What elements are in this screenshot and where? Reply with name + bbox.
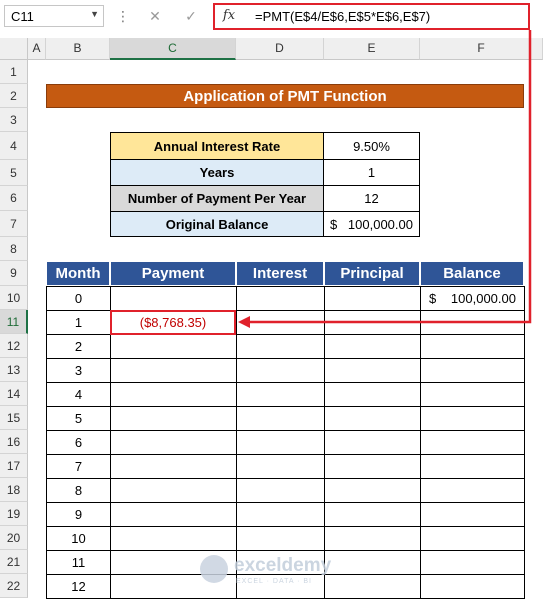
row-header-22[interactable]: 22 bbox=[0, 574, 28, 598]
schedule-cell-payment[interactable] bbox=[110, 286, 237, 311]
watermark-tagline: EXCEL · DATA · BI bbox=[236, 578, 312, 585]
row-header-19[interactable]: 19 bbox=[0, 502, 28, 526]
chevron-down-icon[interactable]: ▼ bbox=[90, 9, 99, 19]
schedule-cell-payment[interactable] bbox=[110, 478, 237, 503]
row-header-12[interactable]: 12 bbox=[0, 334, 28, 358]
input-value-payments[interactable]: 12 bbox=[323, 185, 420, 212]
schedule-cell-interest[interactable] bbox=[236, 382, 325, 407]
row-header-8[interactable]: 8 bbox=[0, 237, 28, 261]
schedule-cell-payment[interactable] bbox=[110, 454, 237, 479]
schedule-cell-month[interactable]: 10 bbox=[46, 526, 111, 551]
schedule-cell-balance[interactable] bbox=[420, 574, 525, 599]
schedule-cell-balance[interactable] bbox=[420, 358, 525, 383]
watermark bbox=[200, 553, 350, 587]
row-header-1[interactable]: 1 bbox=[0, 60, 28, 84]
schedule-cell-balance[interactable] bbox=[420, 310, 525, 335]
schedule-cell-month[interactable]: 0 bbox=[46, 286, 111, 311]
schedule-cell-month[interactable]: 1 bbox=[46, 310, 111, 335]
more-options-icon: ⋮ bbox=[116, 8, 130, 24]
schedule-cell-interest[interactable] bbox=[236, 502, 325, 527]
selected-cell-c11[interactable]: ($8,768.35) bbox=[110, 310, 236, 335]
schedule-cell-payment[interactable] bbox=[110, 406, 237, 431]
schedule-cell-month[interactable]: 9 bbox=[46, 502, 111, 527]
name-box-value: C11 bbox=[11, 9, 34, 24]
header-interest: Interest bbox=[236, 261, 324, 286]
schedule-cell-month[interactable]: 12 bbox=[46, 574, 111, 599]
schedule-cell-principal[interactable] bbox=[324, 454, 421, 479]
schedule-cell-interest[interactable] bbox=[236, 406, 325, 431]
schedule-cell-month[interactable]: 6 bbox=[46, 430, 111, 455]
schedule-cell-principal[interactable] bbox=[324, 406, 421, 431]
row-header-7[interactable]: 7 bbox=[0, 211, 28, 237]
schedule-cell-principal[interactable] bbox=[324, 526, 421, 551]
input-label-balance: Original Balance bbox=[110, 211, 324, 237]
schedule-cell-balance[interactable] bbox=[420, 382, 525, 407]
insert-function-icon[interactable]: fx bbox=[222, 8, 236, 23]
schedule-cell-month[interactable]: 5 bbox=[46, 406, 111, 431]
schedule-cell-balance[interactable] bbox=[420, 526, 525, 551]
input-value-rate[interactable]: 9.50% bbox=[323, 132, 420, 160]
schedule-cell-interest[interactable] bbox=[236, 286, 325, 311]
currency-symbol: $ bbox=[330, 216, 338, 232]
schedule-cell-principal[interactable] bbox=[324, 286, 421, 311]
header-month: Month bbox=[46, 261, 110, 286]
schedule-cell-interest[interactable] bbox=[236, 310, 325, 335]
row-header-5[interactable]: 5 bbox=[0, 160, 28, 186]
column-header-f[interactable]: F bbox=[420, 38, 543, 60]
schedule-cell-principal[interactable] bbox=[324, 430, 421, 455]
schedule-cell-balance[interactable] bbox=[420, 478, 525, 503]
schedule-cell-balance[interactable] bbox=[420, 286, 525, 311]
row-header-14[interactable]: 14 bbox=[0, 382, 28, 406]
title-banner: Application of PMT Function bbox=[46, 84, 524, 108]
balance-amount: 100,000.00 bbox=[450, 291, 516, 306]
row-header-3[interactable]: 3 bbox=[0, 108, 28, 132]
select-all-corner[interactable] bbox=[0, 38, 28, 60]
column-header-e[interactable]: E bbox=[324, 38, 420, 60]
header-payment: Payment bbox=[110, 261, 236, 286]
schedule-cell-balance[interactable] bbox=[420, 502, 525, 527]
name-box[interactable] bbox=[4, 5, 104, 27]
cancel-icon[interactable]: ✕ bbox=[149, 8, 161, 24]
schedule-cell-principal[interactable] bbox=[324, 478, 421, 503]
schedule-cell-payment[interactable] bbox=[110, 430, 237, 455]
watermark-title: exceldemy bbox=[234, 555, 332, 576]
schedule-cell-payment[interactable] bbox=[110, 382, 237, 407]
exceldemy-logo-icon bbox=[200, 555, 228, 583]
formula-text: =PMT(E$4/E$6,E$5*E$6,E$7) bbox=[255, 9, 431, 24]
schedule-cell-interest[interactable] bbox=[236, 358, 325, 383]
schedule-cell-month[interactable]: 7 bbox=[46, 454, 111, 479]
input-value-balance[interactable] bbox=[323, 211, 420, 237]
schedule-cell-principal[interactable] bbox=[324, 382, 421, 407]
row-header-20[interactable]: 20 bbox=[0, 526, 28, 550]
column-header-a[interactable]: A bbox=[28, 38, 46, 60]
schedule-cell-principal[interactable] bbox=[324, 502, 421, 527]
formula-bar bbox=[0, 0, 543, 36]
schedule-cell-principal[interactable] bbox=[324, 358, 421, 383]
row-header-16[interactable]: 16 bbox=[0, 430, 28, 454]
schedule-cell-month[interactable]: 11 bbox=[46, 550, 111, 575]
header-principal: Principal bbox=[324, 261, 420, 286]
schedule-cell-payment[interactable] bbox=[110, 502, 237, 527]
enter-icon[interactable]: ✓ bbox=[185, 8, 197, 24]
row-header-10[interactable]: 10 bbox=[0, 286, 28, 310]
input-label-rate: Annual Interest Rate bbox=[110, 132, 324, 160]
schedule-cell-interest[interactable] bbox=[236, 454, 325, 479]
header-balance: Balance bbox=[420, 261, 524, 286]
schedule-cell-principal[interactable] bbox=[324, 334, 421, 359]
schedule-cell-month[interactable]: 3 bbox=[46, 358, 111, 383]
column-header-c[interactable]: C bbox=[110, 38, 236, 60]
row-header-21[interactable]: 21 bbox=[0, 550, 28, 574]
input-label-years: Years bbox=[110, 159, 324, 186]
column-header-b[interactable]: B bbox=[46, 38, 110, 60]
formula-input[interactable] bbox=[213, 3, 530, 30]
row-header-6[interactable]: 6 bbox=[0, 186, 28, 211]
schedule-cell-month[interactable]: 8 bbox=[46, 478, 111, 503]
schedule-cell-principal[interactable] bbox=[324, 310, 421, 335]
schedule-cell-balance[interactable] bbox=[420, 406, 525, 431]
row-header-13[interactable]: 13 bbox=[0, 358, 28, 382]
row-header-2[interactable]: 2 bbox=[0, 84, 28, 108]
schedule-cell-interest[interactable] bbox=[236, 334, 325, 359]
column-header-d[interactable]: D bbox=[236, 38, 324, 60]
row-header-17[interactable]: 17 bbox=[0, 454, 28, 478]
row-header-15[interactable]: 15 bbox=[0, 406, 28, 430]
currency-symbol: $ bbox=[429, 291, 437, 306]
row-header-4[interactable]: 4 bbox=[0, 132, 28, 160]
row-header-11[interactable]: 11 bbox=[0, 310, 28, 334]
schedule-cell-interest[interactable] bbox=[236, 430, 325, 455]
schedule-cell-month[interactable]: 2 bbox=[46, 334, 111, 359]
schedule-cell-balance[interactable] bbox=[420, 550, 525, 575]
row-header-18[interactable]: 18 bbox=[0, 478, 28, 502]
schedule-cell-payment[interactable] bbox=[110, 334, 237, 359]
schedule-cell-payment[interactable] bbox=[110, 526, 237, 551]
schedule-cell-interest[interactable] bbox=[236, 478, 325, 503]
schedule-cell-interest[interactable] bbox=[236, 526, 325, 551]
input-label-payments: Number of Payment Per Year bbox=[110, 185, 324, 212]
schedule-cell-payment[interactable] bbox=[110, 358, 237, 383]
balance-amount: 100,000.00 bbox=[347, 216, 413, 232]
schedule-cell-balance[interactable] bbox=[420, 430, 525, 455]
schedule-cell-balance[interactable] bbox=[420, 454, 525, 479]
schedule-cell-balance[interactable] bbox=[420, 334, 525, 359]
row-header-9[interactable]: 9 bbox=[0, 261, 28, 286]
input-value-years[interactable]: 1 bbox=[323, 159, 420, 186]
schedule-cell-month[interactable]: 4 bbox=[46, 382, 111, 407]
